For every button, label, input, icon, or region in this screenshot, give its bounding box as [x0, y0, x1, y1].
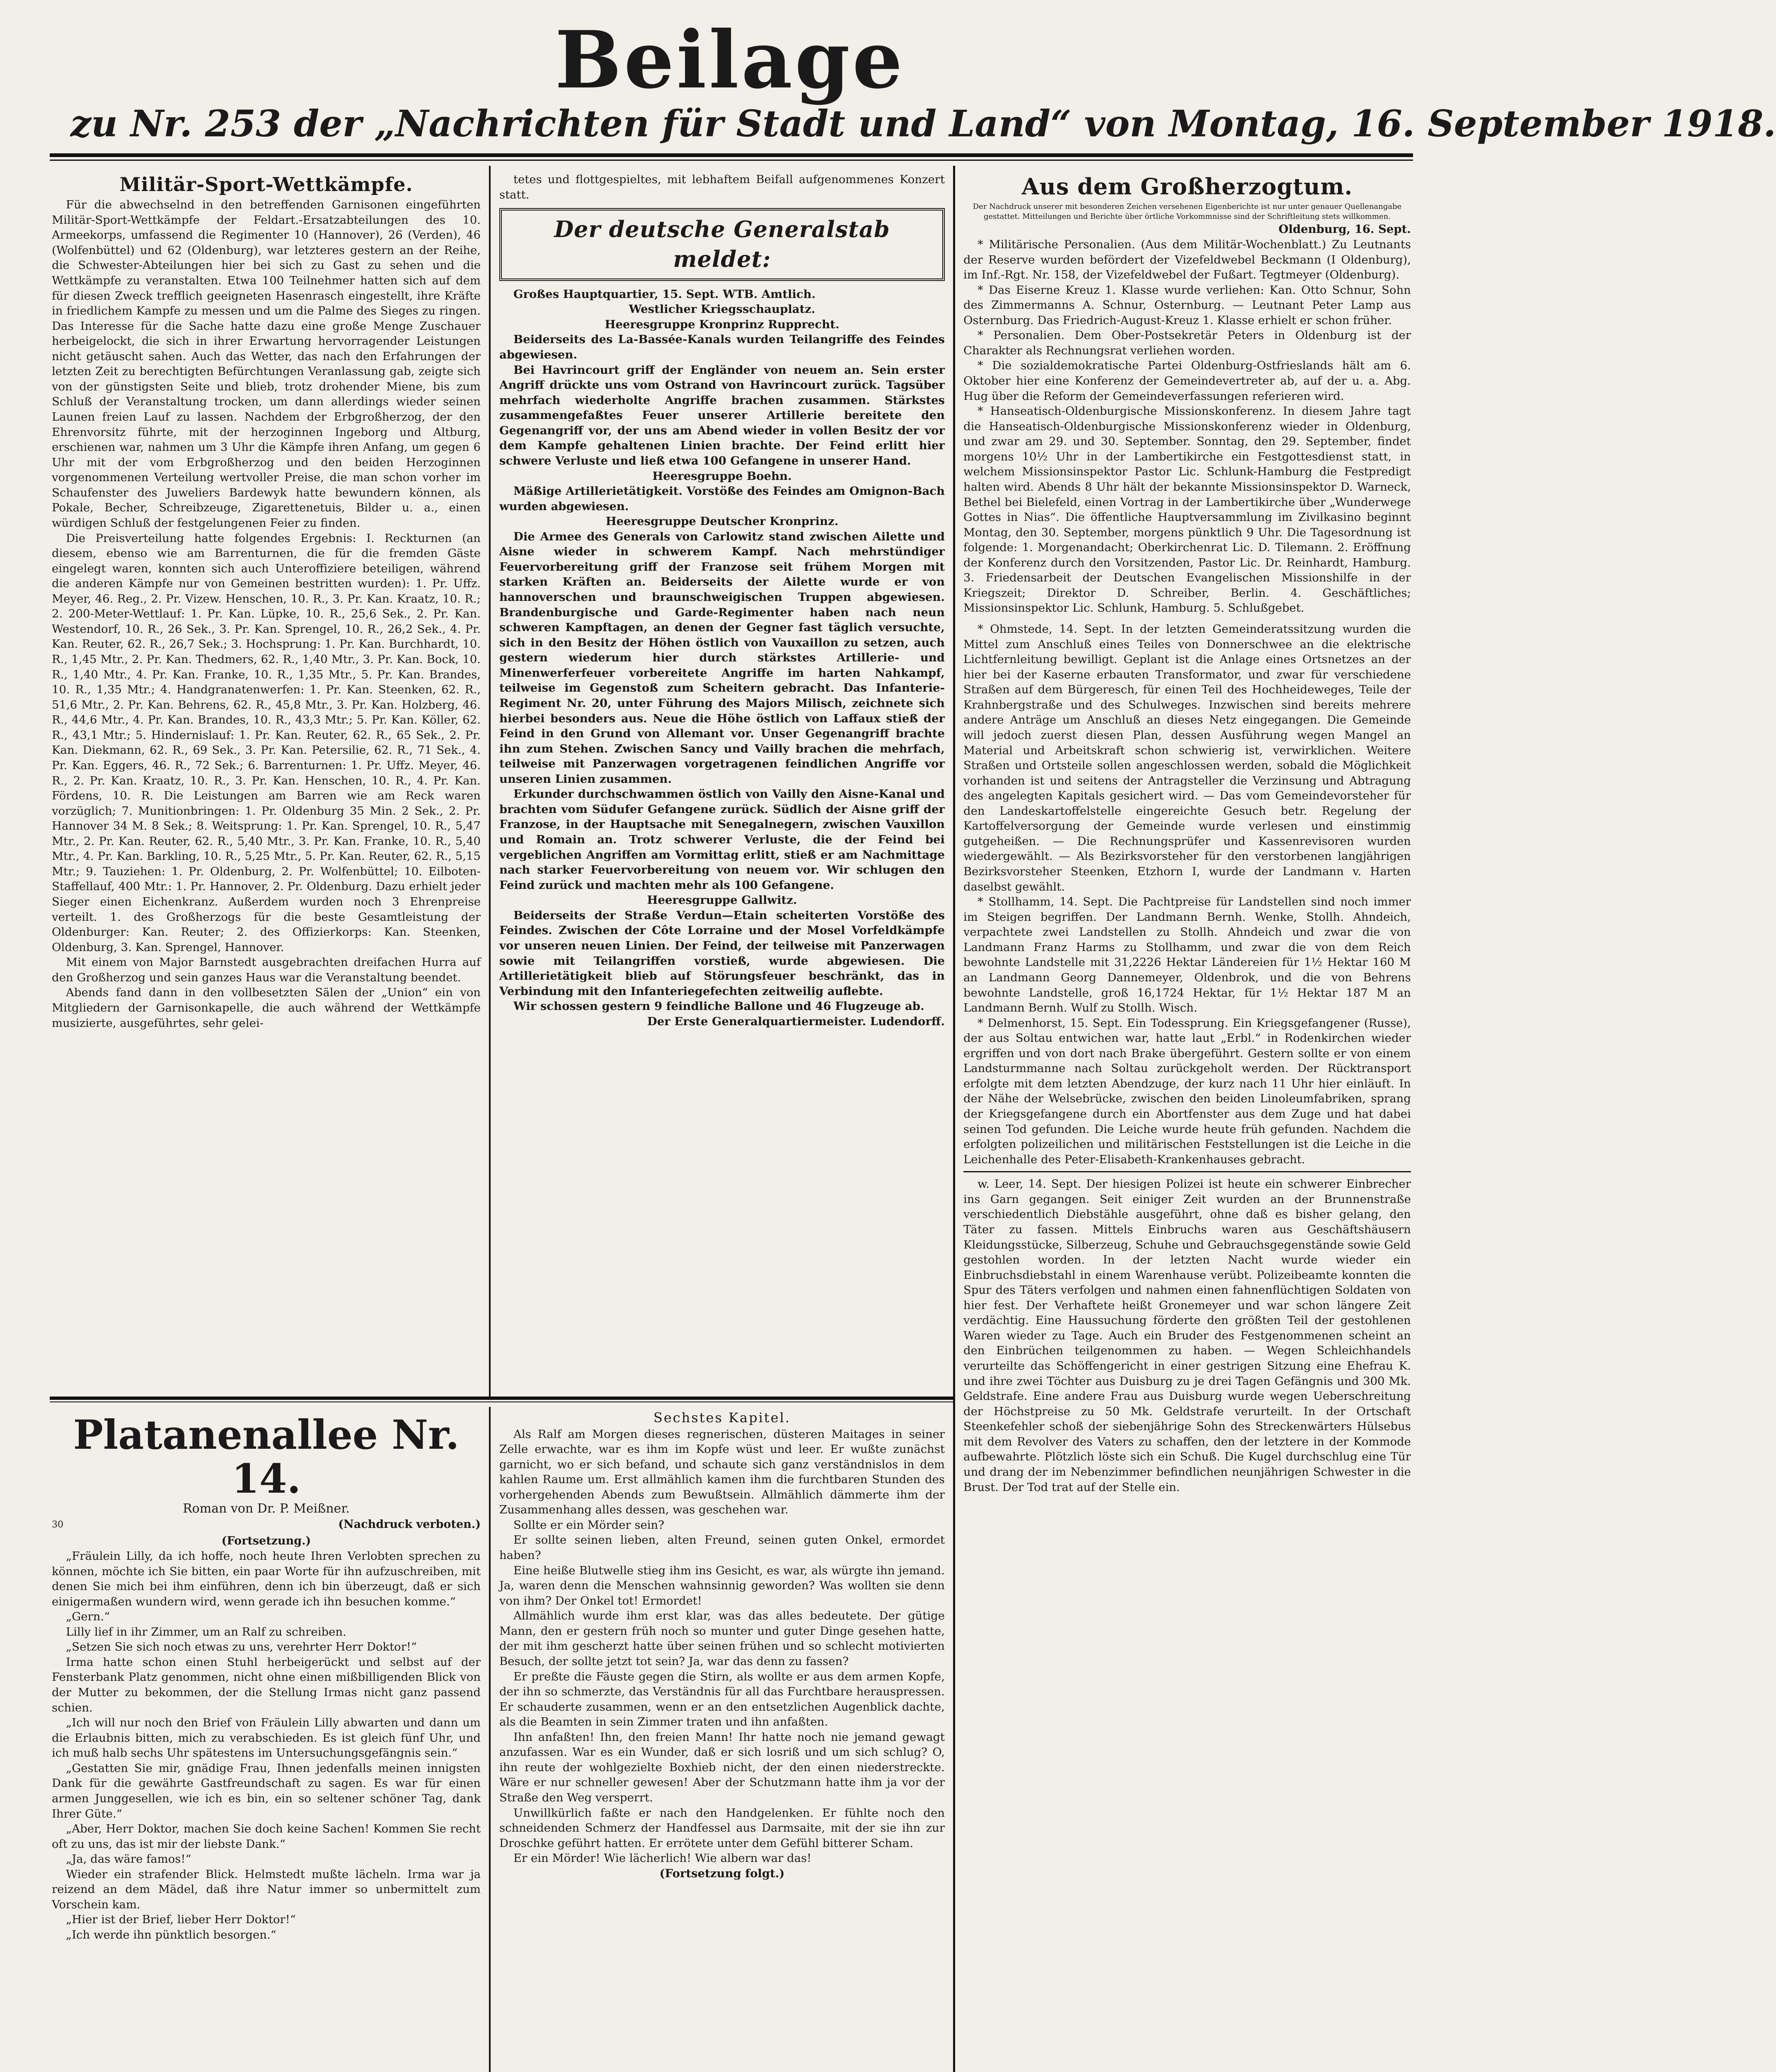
sport-paragraph: Mit einem von Major Barnstedt ausgebrachten dreifachen Hurra auf den Großherzog und sein ganzes Haus war die Veranstaltung beendet.	[52, 956, 481, 984]
report-paragraph: Beiderseits des La-Bassée-Kanals wurden Teilangriffe des Feindes abgewiesen.	[499, 333, 945, 361]
novel-paragraph: „Hier ist der Brief, lieber Herr Doktor!“	[66, 1913, 296, 1927]
novel-author: Roman von Dr. P. Meißner.	[183, 1501, 350, 1516]
novel-title: Platanenallee Nr. 14.	[73, 1411, 460, 1502]
news-item: * Die sozialdemokratische Partei Oldenburg-Ostfrieslands hält am 6. Oktober hier eine Konferenz der Gemeindevertreter ab, auf der u. a. Abg. Hug über die Reform der Gemeindeverfassungen referieren wird.	[963, 359, 1411, 403]
column-divider-2	[953, 166, 955, 2072]
novel-paragraph: Er sollte seinen lieben, alten Freund, seinen guten Onkel, ermordet haben?	[499, 1533, 945, 1562]
novel-paragraph: „Fräulein Lilly, da ich hoffe, noch heute Ihren Verlobten sprechen zu können, möchte ich Sie bitten, ein paar Worte für ihn aufzuschreiben, mit denen Sie mich bei ihm einführen, denn ich bin überzeugt, daß er sich einigermaßen wundern wird, wenn gerade ich ihn besuchen komme.“	[52, 1549, 481, 1608]
report-paragraph: Mäßige Artillerietätigkeit. Vorstöße des Feindes am Omignon-Bach wurden abgewiesen.	[499, 484, 945, 513]
novel-part-1	[52, 1413, 481, 2072]
sport-article	[52, 172, 481, 1392]
novel-part-2	[499, 1409, 945, 2072]
column-divider-3	[489, 1407, 491, 2072]
report-carryover: tetes und flottgespieltes, mit lebhaftem Beifall aufgenommenes Konzert statt.	[499, 173, 945, 201]
novel-paragraph: Er preßte die Fäuste gegen die Stirn, als wollte er aus dem armen Kopfe, der ihn so schmerzte, das Verständnis für all das Furchtbare herauspressen. Er schauderte zusammen, wenn er an den entsetzlichen Augenblick dachte, als die Beamten in sein Zimmer traten und ihn anfaßten.	[499, 1670, 945, 1729]
grossherzogtum-column	[963, 172, 1411, 2072]
report-signature: Der Erste Generalquartiermeister. Ludendorff.	[647, 1014, 945, 1028]
page-subtitle: zu Nr. 253 der „Nachrichten für Stadt und Land“ von Montag, 16. September 1918.	[70, 102, 1776, 145]
novel-paragraph: Unwillkürlich faßte er nach den Handgelenken. Er fühlte noch den schneidenden Schmerz der Handfessel aus Darmsaite, mit der sie ihn zur Droschke geführt hatten. Er errötete unter dem Gefühl bitterer Scham.	[499, 1806, 945, 1850]
novel-paragraph: „Ich werde ihn pünktlich besorgen.“	[66, 1928, 276, 1942]
reprint-note: Der Nachdruck unserer mit besonderen Zeichen versehenen Eigenberichte ist nur unter genauer Quellenangabe gestattet. Mitteilungen und Berichte über örtliche Vorkommnisse sind der Schriftleitung stets willkommen.	[973, 202, 1402, 221]
report-subheading: Westlicher Kriegsschauplatz.	[629, 303, 815, 316]
news-item: * Personalien. Dem Ober-Postsekretär Peters in Oldenburg ist der Charakter als Rechnungsrat verliehen worden.	[963, 329, 1411, 357]
novel-paragraph: Allmählich wurde ihm erst klar, was das alles bedeutete. Der gütige Mann, den er gestern früh noch so munter und guter Dinge gesehen hatte, der mit ihm gescherzt hatte über seinen frühen und so schlecht motivierten Besuch, der sollte jetzt tot sein? Ja, war das denn zu fassen?	[499, 1609, 945, 1668]
novel-paragraph: Eine heiße Blutwelle stieg ihm ins Gesicht, es war, als würgte ihn jemand. Ja, waren denn die Menschen wahnsinnig geworden? Was wollten sie denn von ihm? Der Onkel tot! Ermordet!	[499, 1564, 945, 1607]
header-rule-thin	[50, 160, 1413, 161]
report-subheading: Heeresgruppe Gallwitz.	[647, 893, 797, 907]
news-item: w. Leer, 14. Sept. Der hiesigen Polizei ist heute ein schwerer Einbrecher ins Garn gegangen. Seit einiger Zeit wurden an der Brunnenstraße verschiedentlich Diebstähle ausgeführt, ohne daß es bisher gelang, den Täter zu fassen. Mittels Einbruchs waren aus Geschäftshäusern Kleidungsstücke, Silberzeug, Schuhe und Gebrauchsgegenstände sowie Geld gestohlen worden. In der letzten Nacht wurde wieder ein Einbruchsdiebstahl in einem Warenhause verübt. Polizeibeamte konnten die Spur des Täters verfolgen und nahmen einen fahnenflüchtigen Soldaten von hier fest. Der Verhaftete heißt Gronemeyer und war schon längere Zeit verdächtig. Eine Haussuchung förderte den größten Teil der gestohlenen Waren wieder zu Tage. Auch ein Bruder des Festgenommenen scheint an den Einbrüchen teilgenommen zu haben. — Wegen Schleichhandels verurteilte das Schöffengericht in einer gestrigen Sitzung eine Ehefrau K. und ihre zwei Töchter aus Duisburg zu je drei Tagen Gefängnis und 300 Mk. Geldstrafe. Eine andere Frau aus Duisburg wurde wegen Ueberschreitung der Höchstpreise zu 50 Mk. Geldstrafe verurteilt. In der Ortschaft Steenkefehler schoß der siebenjährige Sohn des Streckenwärters Hülsebus mit dem Revolver des Vaters zu schaffen, den der letztere in der Kommode aufbewahrte. Plötzlich löste sich ein Schuß. Die Kugel durchschlug eine Tür und drang der im Nebenzimmer befindlichen neunjährigen Schwester in die Brust. Der Tod trat auf der Stelle ein.	[963, 1177, 1411, 1494]
novel-paragraph: Ihn anfaßten! Ihn, den freien Mann! Ihr hatte noch nie jemand gewagt anzufassen. War es ein Wunder, daß er sich losriß und um sich schlug? O, ihn reute der wohlgezielte Boxhieb nicht, der den einen niederstreckte. Wäre er nur schneller gewesen! Aber der Schutzmann hatte ihm ja vor der Straße den Weg versperrt.	[499, 1730, 945, 1805]
novel-paragraph: Wieder ein strafender Blick. Helmstedt mußte lächeln. Irma war ja reizend an dem Mädel, daß ihre Natur immer so unbermittelt zum Vorschein kam.	[52, 1867, 481, 1911]
news-item: * Delmenhorst, 15. Sept. Ein Todessprung. Ein Kriegsgefangener (Russe), der aus Soltau entwichen war, hatte laut „Erbl.“ in Rodenkirchen wieder ergriffen und von dort nach Brake übergeführt. Gestern sollte er von einem Landsturmmanne nach Soltau zurückgeholt werden. Der Rücktransport erfolgte mit dem letzten Abendzuge, der kurz nach 11 Uhr hier einläuft. In der Nähe der Welsebrücke, zwischen den beiden Linoleumfabriken, sprang der Kriegsgefangene durch ein Abortfenster aus dem Zuge und hat dabei seinen Tod gefunden. Die Leiche wurde heute früh gefunden. Nachdem die erfolgten polizeilichen und militärischen Feststellungen ist die Leiche in die Leichenhalle des Peter-Elisabeth-Krankenhauses gebracht.	[963, 1016, 1411, 1166]
news-separator	[963, 1171, 1411, 1172]
continued-note: (Fortsetzung folgt.)	[659, 1866, 785, 1880]
novel-paragraph: „Gern.“	[66, 1610, 110, 1624]
report-heading-box	[499, 208, 945, 281]
header-rule	[50, 153, 1413, 157]
news-item: * Hanseatisch-Oldenburgische Missionskonferenz. In diesem Jahre tagt die Hanseatisch-Oldenburgische Missionskonferenz wieder in Oldenburg, und zwar am 29. und 30. September. Sonntag, den 29. September, findet morgens 10½ Uhr in der Lambertikirche ein Festgottesdienst statt, in welchem Missionsinspektor Pastor Lic. Schlunk-Hamburg die Festpredigt halten wird. Abends 8 Uhr hält der bekannte Missionsinspektor D. Warneck, Bethel bei Bielefeld, einen Vortrag in der Lambertikirche über „Wunderwege Gottes in Nias“. Die öffentliche Hauptversammlung im Zivilkasino beginnt Montag, den 30. September, morgens pünktlich 9 Uhr. Die Tagesordnung ist folgende: 1. Morgenandacht; Oberkirchenrat Lic. D. Tilemann. 2. Eröffnung der Konferenz durch den Vorsitzenden, Pastor Lic. Dr. Reinhardt, Hamburg. 3. Friedensarbeit der Deutschen Evangelischen Missionshilfe in der Kriegszeit; Direktor D. Schreiber, Berlin. 4. Geschäftliches; Missionsinspektor Lic. Schlunk, Hamburg. 5. Schlußgebet.	[963, 404, 1411, 615]
report-subheading: Heeresgruppe Kronprinz Rupprecht.	[605, 317, 840, 331]
novel-paragraph: „Setzen Sie sich noch etwas zu uns, verehrter Herr Doktor!“	[66, 1640, 417, 1654]
report-paragraph: Erkunder durchschwammen östlich von Vailly den Aisne-Kanal und brachten vom Südufer Gefangene zurück. Südlich der Aisne griff der Franzose, in der Hauptsache mit Senegalnegern, zwischen Vauxillon und Romain an. Trotz schwerer Verluste, die der Feind bei vergeblichen Angriffen am Vormittag erlitt, stieß er am Nachmittage nach starker Feuervorbereitung von neuem vor. Wir schlugen den Feind zurück und machten mehr als 100 Gefangene.	[499, 787, 945, 892]
chapter-heading: Sechstes Kapitel.	[653, 1410, 791, 1426]
section-rule	[50, 1397, 953, 1400]
report-paragraph: Wir schossen gestern 9 feindliche Ballone und 46 Flugzeuge ab.	[513, 1000, 924, 1013]
news-item: * Militärische Personalien. (Aus dem Militär-Wochenblatt.) Zu Leutnants der Reserve wurden befördert der Vizefeldwebel Beckmann (I Oldenburg), im Inf.-Rgt. Nr. 158, der Vizefeldwebel der Fußart. Tegtmeyer (Oldenburg).	[963, 237, 1411, 282]
continuation-label: (Fortsetzung.)	[221, 1535, 311, 1548]
report-paragraph: Bei Havrincourt griff der Engländer von neuem an. Sein erster Angriff drückte uns vom Ostrand von Havrincourt zurück. Tagsüber mehrfach wiederholte Angriffe brachen zusammen. Stärkstes zusammengefaßtes Feuer unserer Artillerie bereitete den Gegenangriff vor, der uns am Abend wieder in vollen Besitz der vor dem Kampfe gehaltenen Linien brachte. Der Feind erlitt hier schwere Verluste und ließ etwa 100 Gefangene in unserer Hand.	[499, 363, 945, 467]
report-paragraph: Die Armee des Generals von Carlowitz stand zwischen Ailette und Aisne wieder in schwerem Kampf. Nach mehrstündiger Feuervorbereitung griff der Franzose seit frühem Morgen mit starken Kräften an. Beiderseits der Ailette wurde er von hannoverschen und braunschweigischen Truppen abgewiesen. Brandenburgische und Garde-Regimenter haben nach neun schweren Kampftagen, an denen der Gegner fast täglich versuchte, sich in den Besitz der Höhen östlich von Vauxaillon zu setzen, auch gestern wiederum hier durch stärkstes Artillerie- und Minenwerferfeuer vorbereitete Angriffe im harten Nahkampf, teilweise im Gegenstoß zum Scheitern gebracht. Das Infanterie-Regiment Nr. 20, unter Führung des Majors Milisch, zeichnete sich hierbei besonders aus. Neue die Höhe östlich von Laffaux stieß der Feind in den Grund von Allemant vor. Unser Gegenangriff brachte ihn zum Stehen. Zwischen Sancy und Vailly brachen die mehrfach, teilweise mit Panzerwagen vorgetragenen feindlichen Angriffe vor unseren Linien zusammen.	[499, 530, 945, 786]
novel-paragraph: „Ich will nur noch den Brief von Fräulein Lilly abwarten und dann um die Erlaubnis bitten, mich zu verabschieden. Es ist gleich fünf Uhr, und ich muß halb sechs Uhr spätestens im Untersuchungsgefängnis sein.“	[52, 1716, 481, 1760]
report-subheading: Heeresgruppe Deutscher Kronprinz.	[605, 515, 839, 528]
report-paragraph: Beiderseits der Straße Verdun—Etain scheiterten Vorstöße des Feindes. Zwischen der Côte Lorraine und der Mosel Vorfeldkämpfe vor unseren neuen Linien. Der Feind, der teilweise mit Panzerwagen sowie mit Teilangriffen vorstieß, wurde abgewiesen. Die Artillerietätigkeit blieb auf Störungsfeuer beschränkt, das in Verbindung mit den Infanteriegefechten zeitweilig auflebte.	[499, 908, 945, 998]
novel-paragraph: Er ein Mörder! Wie lächerlich! Wie albern war das!	[513, 1852, 812, 1865]
rights-note: (Nachdruck verboten.)	[338, 1518, 481, 1531]
news-item: * Stollhamm, 14. Sept. Die Pachtpreise für Landstellen sind noch immer im Steigen begriffen. Der Landmann Bernh. Wenke, Stollh. Ahndeich, verpachtete zwei Landstellen zu Stollh. Ahndeich und zwar die von Landmann Franz Harms zu Stollhamm, und zwar die von dem Reich bewohnte Landstelle mit 31,2226 Hektar Ländereien für 1½ Hektar 160 M an Landmann Georg Dannemeyer, Oldenbrok, und die von Behrens bewohnte Landstelle, groß 16,1724 Hektar, für 1½ Hektar 187 M an Landmann Bernh. Wulf zu Stollh. Wisch.	[963, 895, 1411, 1015]
report-heading: Der deutsche Generalstab meldet:	[554, 216, 890, 272]
sport-paragraph: Abends fand dann in den vollbesetzten Sälen der „Union“ ein von Mitgliedern der Garnisonkapelle, die auch während der Wettkämpfe musizierte, ausgeführtes, sehr gelei-	[52, 986, 481, 1030]
report-subheading: Heeresgruppe Boehn.	[652, 469, 792, 483]
novel-paragraph: „Aber, Herr Doktor, machen Sie doch keine Sachen! Kommen Sie recht oft zu uns, das ist mir der liebste Dank.“	[52, 1822, 481, 1851]
report-paragraph: Großes Hauptquartier, 15. Sept. WTB. Amtlich.	[513, 287, 816, 301]
sport-paragraph: Für die abwechselnd in den betreffenden Garnisonen eingeführten Militär-Sport-Wettkämpfe der Feldart.-Ersatzabteilungen des 10. Armeekorps, umfassend die Regimenter 10 (Hannover), 26 (Verden), 46 (Wolfenbüttel) und 62 (Oldenburg), war letzteres gestern an der Reihe, die Schwester-Abteilungen hier bei sich zu Gast zu sehen und die Wettkämpfe zu veranstalten. Etwa 100 Teilnehmer hatten sich auf dem für diesen Zweck trefflich geeigneten Hasenrasch eingestellt, ihre Kräfte in friedlichem Kampfe zu messen und um die Palme des Sieges zu ringen. Das Interesse für die Sache hatte dazu eine große Menge Zuschauer herbeigelockt, die sich in ihrer Erwartung hervorragender Leistungen nicht getäuscht sahen. Auch das Wetter, das nach den Erfahrungen der letzten Zeit zu berechtigten Befürchtungen Veranlassung gab, zeigte sich von der günstigsten Seite und blieb, trotz drohender Miene, bis zum Schluß der Veranstaltung trocken, um dann allerdings wieder seinen Launen freien Lauf zu lassen. Nachdem der Erbgroßherzog, der den Ehrenvorsitz führte, mit der herzoginnen Ingeborg und Altburg, erschienen war, nahmen um 3 Uhr die Kämpfe ihren Anfang, um gegen 6 Uhr mit der vom Erbgroßherzog und den beiden Herzoginnen vorgenommenen Verteilung wertvoller Preise, die man schon vorher im Schaufenster des Juweliers Bardewyk hatte bewundern können, als Pokale, Becher, Schreibzeuge, Zigarettenetuis, Bilder u. a., einen würdigen Schluß der festgelungenen Feier zu finden.	[52, 198, 481, 530]
novel-paragraph: Lilly lief in ihr Zimmer, um an Ralf zu schreiben.	[66, 1625, 346, 1639]
novel-paragraph: „Ja, das wäre famos!“	[66, 1852, 191, 1866]
news-item: * Das Eiserne Kreuz 1. Klasse wurde verliehen: Kan. Otto Schnur, Sohn des Zimmermanns A. Schnur, Osternburg. — Leutnant Peter Lamp aus Osternburg. Das Friedrich-August-Kreuz 1. Klasse erhielt er schon früher.	[963, 283, 1411, 327]
installment-number: 30	[52, 1520, 63, 1530]
novel-paragraph: „Gestatten Sie mir, gnädige Frau, Ihnen jedenfalls meinen innigsten Dank für die gewährte Gastfreundschaft zu sagen. Es war für einen armen Junggesellen, wie ich es bin, ein so seltener schöner Tag, dank Ihrer Güte.“	[52, 1761, 481, 1820]
dateline: Oldenburg, 16. Sept.	[1278, 223, 1411, 236]
novel-paragraph: Irma hatte schon einen Stuhl herbeigerückt und selbst auf der Fensterbank Platz genommen, nicht ohne einen mißbilligenden Blick von der Mutter zu bekommen, der die Stellung Irmas nicht ganz passend schien.	[52, 1655, 481, 1714]
novel-paragraph: Als Ralf am Morgen dieses regnerischen, düsteren Maitages in seiner Zelle erwachte, war es ihm im Kopfe wüst und leer. Er wußte zunächst garnicht, wo er sich befand, und schaute sich ganz verständnislos in dem kahlen Raume um. Erst allmählich kamen ihm die furchtbaren Stunden des vorhergehenden Abends zum Bewußtsein. Allmählich dämmerte ihm der Zusammenhang alles dessen, was geschehen war.	[499, 1427, 945, 1517]
column-divider-1	[489, 166, 491, 1397]
sport-heading: Militär-Sport-Wettkämpfe.	[119, 173, 413, 196]
page-title: Beilage	[555, 14, 905, 106]
novel-paragraph: Sollte er ein Mörder sein?	[513, 1518, 664, 1532]
grossherzogtum-heading: Aus dem Großherzogtum.	[1021, 173, 1353, 200]
news-item: * Ohmstede, 14. Sept. In der letzten Gemeinderatssitzung wurden die Mittel zum Anschluß eines Teiles von Donnerschwee an die elektrische Lichtfernleitung bewilligt. Geplant ist die Anlage eines Ortsnetzes an der hier bei der Kaserne erbauten Transformator, und zwar für verschiedene Straßen auf dem Bürgeresch, für einen Teil des Hochheideweges, Teile der Krahnbergstraße und des Schulweges. Inzwischen sind bereits mehrere andere Anträge um Anschluß an dieses Netz eingegangen. Die Gemeinde will jedoch zuerst diesen Plan, dessen Ausführung wegen Mangel an Material und Arbeitskraft schon schwierig ist, verwirklichen. Weitere Straßen und Ortsteile sollen angeschlossen werden, sobald die Möglichkeit vorhanden ist und seitens der Antragsteller die Verzinsung und Abtragung des angelegten Kapitals gesichert wird. — Das vom Gemeindevorsteher für den Landeskartoffelstelle eingereichte Gesuch betr. Regelung der Kartoffelversorgung der Gemeinde wurde verlesen und einstimmig gutgeheißen. — Die Rechnungsprüfer und Kassenrevisoren wurden wiedergewählt. — Als Bezirksvorsteher für den verstorbenen langjährigen Bezirksvorsteher Steenken, Etzhorn I, wurde der Landmann v. Harten daselbst gewählt.	[963, 622, 1411, 893]
generalstab-report	[499, 172, 945, 1392]
sport-paragraph: Die Preisverteilung hatte folgendes Ergebnis: I. Reckturnen (an diesem, ebenso wie am Barrenturnen, die für die fremden Gäste eingelegt waren, konnten sich auch Unteroffiziere beteiligen, während die anderen Kämpfe nur von Gemeinen bestritten wurden): 1. Pr. Uffz. Meyer, 46. Reg., 2. Pr. Vizew. Henschen, 10. R., 3. Pr. Kan. Kraatz, 10. R.; 2. 200-Meter-Wettlauf: 1. Pr. Kan. Lüpke, 10. R., 25,6 Sek., 2. Pr. Kan. Westendorf, 10. R., 26 Sek., 3. Pr. Kan. Sprengel, 10. R., 26,2 Sek., 4. Pr. Kan. Reuter, 62. R., 26,7 Sek.; 3. Hochsprung: 1. Pr. Kan. Burchhardt, 10. R., 1,45 Mtr., 2. Pr. Kan. Thedmers, 62. R., 1,40 Mtr., 3. Pr. Kan. Bock, 10. R., 1,40 Mtr., 4. Pr. Kan. Franke, 10. R., 1,35 Mtr., 5. Pr. Kan. Brandes, 10. R., 1,35 Mtr.; 4. Handgranatenwerfen: 1. Pr. Kan. Steenken, 62. R., 51,6 Mtr., 2. Pr. Kan. Behrens, 62. R., 45,8 Mtr., 3. Pr. Kan. Holzberg, 46. R., 44,6 Mtr., 4. Pr. Kan. Brandes, 10. R., 43,3 Mtr.; 5. Pr. Kan. Köller, 62. R., 43,1 Mtr.; 5. Hindernislauf: 1. Pr. Kan. Reuter, 62. R., 65 Sek., 2. Pr. Kan. Diekmann, 62. R., 69 Sek., 3. Pr. Kan. Petersilie, 62. R., 71 Sek., 4. Pr. Kan. Eggers, 46. R., 72 Sek.; 6. Barrenturnen: 1. Pr. Uffz. Meyer, 46. R., 2. Pr. Kan. Kraatz, 10. R., 3. Pr. Kan. Henschen, 10. R., 4. Pr. Kan. Fördens, 10. R. Die Leistungen am Barren wie am Reck waren vorzüglich; 7. Munitionbringen: 1. Pr. Oldenburg 35 Min. 2 Sek., 2. Pr. Hannover 34 M. 8 Sek.; 8. Weitsprung: 1. Pr. Kan. Sprengel, 10. R., 5,47 Mtr., 2. Pr. Kan. Reuter, 62. R., 5,40 Mtr., 3. Pr. Kan. Franke, 10. R., 5,40 Mtr., 4. Pr. Kan. Barkling, 10. R., 5,25 Mtr., 5. Pr. Kan. Reuter, 62. R., 5,15 Mtr.; 9. Tauziehen: 1. Pr. Oldenburg, 2. Pr. Wolfenbüttel; 10. Eilboten-Staffellauf, 400 Mtr.: 1. Pr. Hannover, 2. Pr. Oldenburg. Dazu erhielt jeder Sieger einen Eichenkranz. Außerdem wurden noch 3 Ehrenpreise verteilt. 1. des Großherzogs für die beste Gesamtleistung der Oldenburger: Kan. Reuter; 2. des Offizierkorps: Kan. Steenken, Oldenburg, 3. Kan. Sprengel, Hannover.	[52, 531, 481, 954]
